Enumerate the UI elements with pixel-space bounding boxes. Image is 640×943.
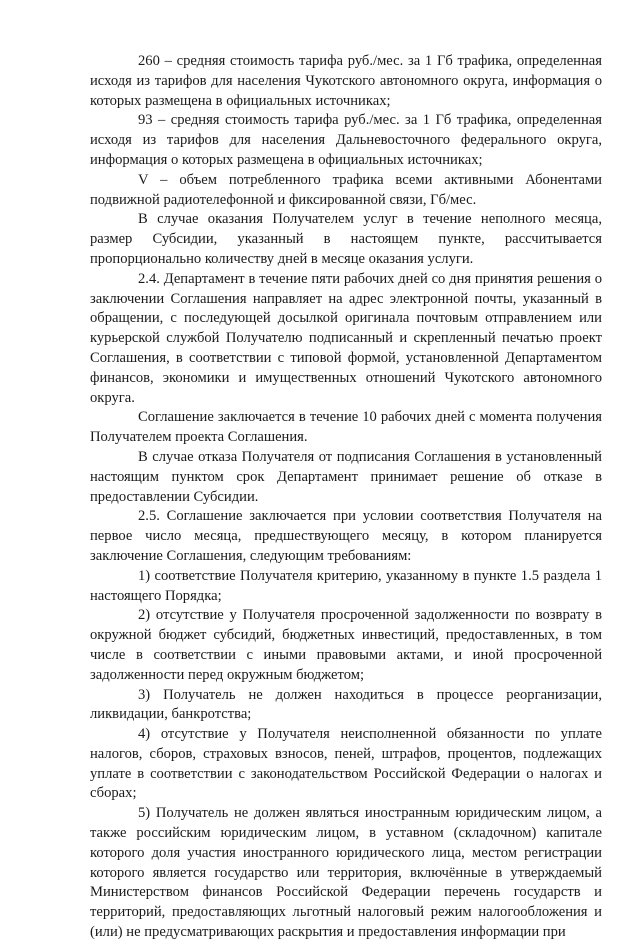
document-body	[90, 52, 602, 943]
paragraph-agreement-term: Соглашение заключается в течение 10 рабочих дней с момента получения Получателем проекта Соглашения.	[90, 409, 602, 446]
paragraph-traffic-volume: V – объем потребленного трафика всеми активными Абонентами подвижной радиотелефонной и фиксированной связи, Гб/мес.	[90, 171, 602, 208]
paragraph-partial-month: В случае оказания Получателем услуг в течение неполного месяца, размер Субсидии, указанный в настоящем пункте, рассчитывается пропорционально количеству дней в месяце оказания услуги.	[90, 211, 602, 267]
paragraph-refusal: В случае отказа Получателя от подписания Соглашения в установленный настоящим пунктом срок Департамент принимает решение об отказе в предоставлении Субсидии.	[90, 448, 602, 505]
paragraph-tariff-93: 93 – средняя стоимость тарифа руб./мес. за 1 Гб трафика, определенная исходя из тарифов для населения Дальневосточного федерального округа, информация о которых размещена в официальных источниках;	[90, 112, 602, 168]
list-item-5: 5) Получатель не должен являться иностранным юридическим лицом, а также российским юридическим лицом, в уставном (складочном) капитале которого доля участия иностранного юридического лица, местом регистрации которого является государство или территория, включённые в утверждаемый Министерством финансов Российской Федерации перечень государств и территорий, предоставляющих льготный налоговый режим налогообложения и (или) не предусматривающих раскрытия и предоставления информации при	[90, 805, 602, 941]
paragraph-2-4: 2.4. Департамент в течение пяти рабочих дней со дня принятия решения о заключении Соглашения направляет на адрес электронной почты, указанный в обращении, с последующей досылкой оригинала почтовым отправлением или курьерской службой Получателю подписанный и скрепленный печатью проект Соглашения, в соответствии с типовой формой, установленной Департаментом финансов, экономики и имущественных отношений Чукотского автономного округа.	[90, 270, 602, 406]
list-item-3: 3) Получатель не должен находиться в процессе реорганизации, ликвидации, банкротства;	[90, 686, 602, 723]
list-item-1: 1) соответствие Получателя критерию, указанному в пункте 1.5 раздела 1 настоящего Порядка;	[90, 567, 602, 604]
list-item-4: 4) отсутствие у Получателя неисполненной обязанности по уплате налогов, сборов, страховых взносов, пеней, штрафов, процентов, подлежащих уплате в соответствии с законодательством Российской Федерации о налогах и сборах;	[90, 726, 602, 802]
paragraph-2-5: 2.5. Соглашение заключается при условии соответствия Получателя на первое число месяца, предшествующего месяцу, в котором планируется заключение Соглашения, следующим требованиям:	[90, 508, 602, 564]
paragraph-tariff-260: 260 – средняя стоимость тарифа руб./мес. за 1 Гб трафика, определенная исходя из тарифов для населения Чукотского автономного округа, информация о которых размещена в официальных источниках;	[90, 53, 602, 109]
list-item-2: 2) отсутствие у Получателя просроченной задолженности по возврату в окружной бюджет субсидий, бюджетных инвестиций, предоставленных, в том числе в соответствии с иными правовыми актами, и иной просроченной задолженности перед окружным бюджетом;	[90, 607, 602, 683]
